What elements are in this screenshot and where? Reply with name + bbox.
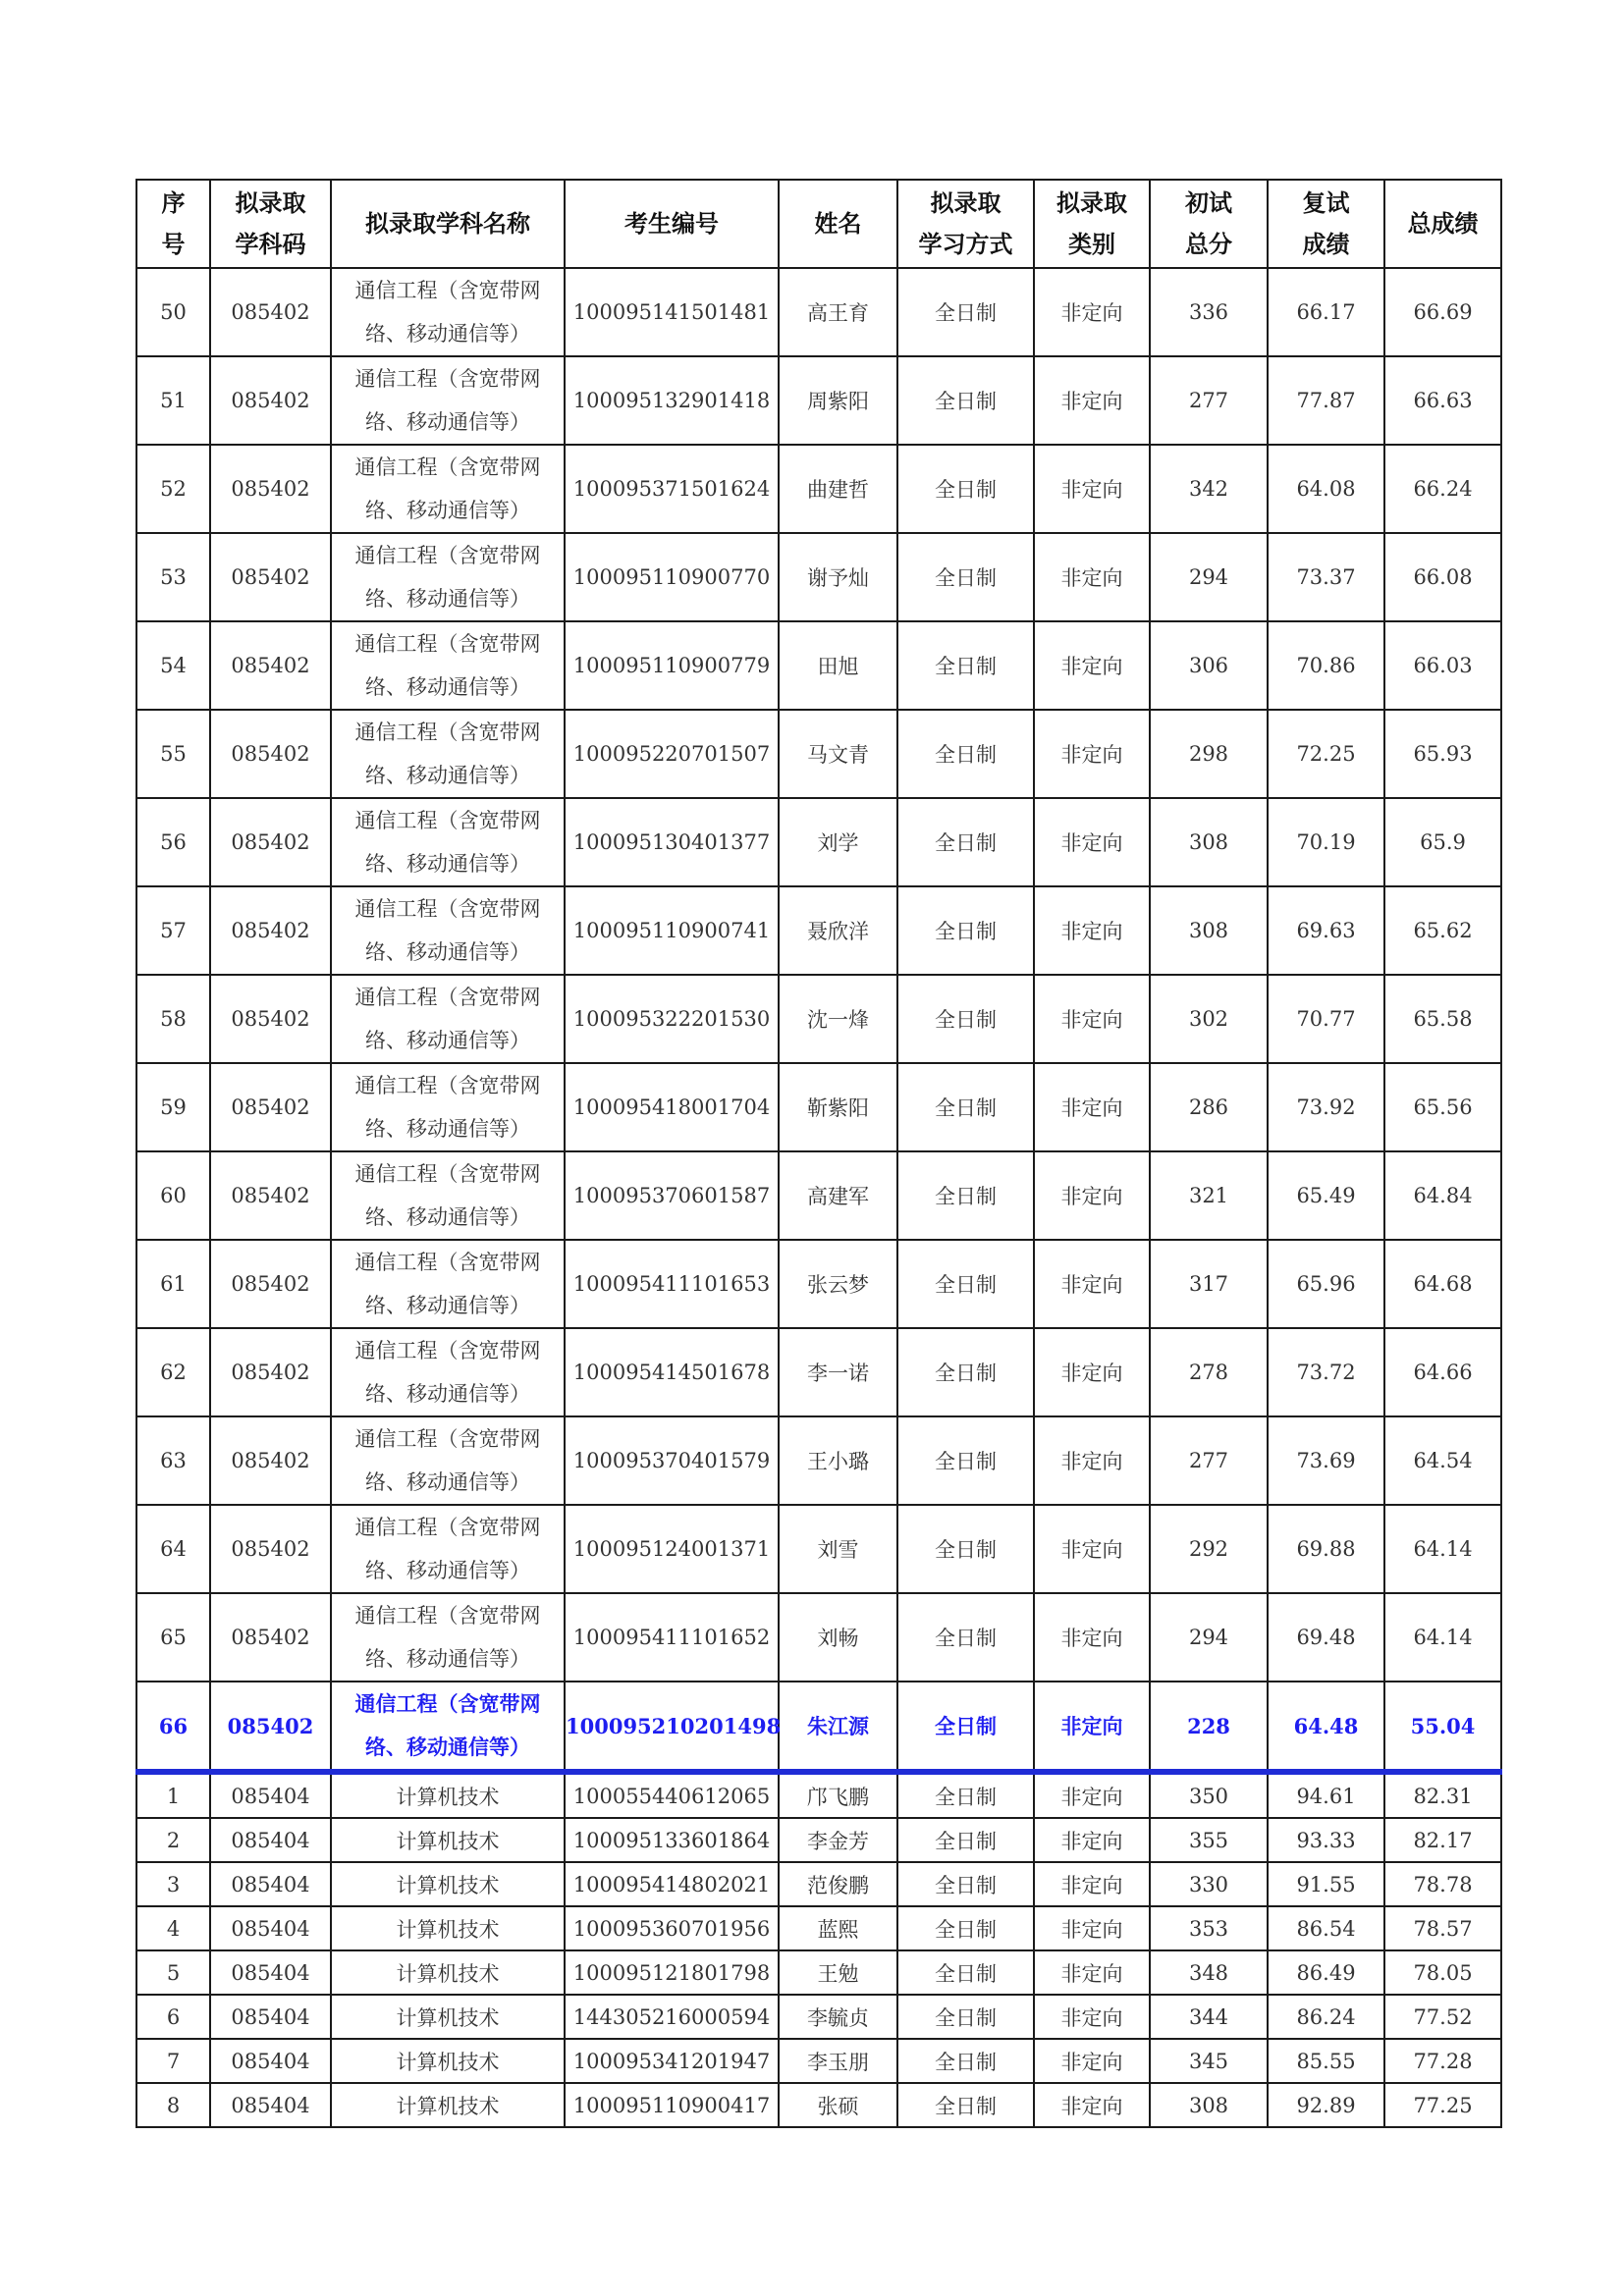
initial-score-cell: 308 bbox=[1150, 798, 1268, 886]
study-mode-cell: 全日制 bbox=[897, 1682, 1034, 1772]
name-cell: 蓝熙 bbox=[779, 1906, 897, 1950]
group-computer-technology bbox=[136, 1772, 1501, 2127]
category-cell: 非定向 bbox=[1034, 1906, 1150, 1950]
seq-cell: 60 bbox=[136, 1151, 210, 1240]
study-mode-cell: 全日制 bbox=[897, 1593, 1034, 1682]
header-row bbox=[136, 180, 1501, 268]
seq-cell: 54 bbox=[136, 621, 210, 710]
retest-score-cell: 65.96 bbox=[1268, 1240, 1384, 1328]
total-score-cell: 82.17 bbox=[1384, 1818, 1501, 1862]
candidate-id-cell: 100095322201530 bbox=[565, 975, 779, 1063]
header-initial-score: 初试 总分 bbox=[1150, 180, 1268, 268]
category-cell: 非定向 bbox=[1034, 621, 1150, 710]
study-mode-cell: 全日制 bbox=[897, 975, 1034, 1063]
initial-score-cell: 330 bbox=[1150, 1862, 1268, 1906]
retest-score-cell: 65.49 bbox=[1268, 1151, 1384, 1240]
retest-score-cell: 69.63 bbox=[1268, 886, 1384, 975]
seq-cell: 8 bbox=[136, 2083, 210, 2127]
initial-score-cell: 277 bbox=[1150, 356, 1268, 445]
subject-name-cell: 计算机技术 bbox=[331, 1818, 565, 1862]
category-cell: 非定向 bbox=[1034, 975, 1150, 1063]
subject-name-cell: 计算机技术 bbox=[331, 1862, 565, 1906]
table-row bbox=[136, 1151, 1501, 1240]
subject-code-cell: 085402 bbox=[210, 1416, 331, 1505]
seq-cell: 52 bbox=[136, 445, 210, 533]
subject-code-cell: 085402 bbox=[210, 1593, 331, 1682]
candidate-id-cell: 100055440612065 bbox=[565, 1772, 779, 1818]
total-score-cell: 65.62 bbox=[1384, 886, 1501, 975]
retest-score-cell: 64.48 bbox=[1268, 1682, 1384, 1772]
candidate-id-cell: 100095124001371 bbox=[565, 1505, 779, 1593]
name-cell: 朱江源 bbox=[779, 1682, 897, 1772]
seq-cell: 53 bbox=[136, 533, 210, 621]
name-cell: 聂欣洋 bbox=[779, 886, 897, 975]
initial-score-cell: 308 bbox=[1150, 886, 1268, 975]
name-cell: 张云梦 bbox=[779, 1240, 897, 1328]
initial-score-cell: 294 bbox=[1150, 533, 1268, 621]
category-cell: 非定向 bbox=[1034, 1063, 1150, 1151]
category-cell: 非定向 bbox=[1034, 268, 1150, 356]
initial-score-cell: 345 bbox=[1150, 2039, 1268, 2083]
candidate-id-cell: 100095121801798 bbox=[565, 1950, 779, 1995]
category-cell: 非定向 bbox=[1034, 1593, 1150, 1682]
total-score-cell: 64.14 bbox=[1384, 1505, 1501, 1593]
subject-name-cell: 通信工程（含宽带网 络、移动通信等） bbox=[331, 886, 565, 975]
initial-score-cell: 278 bbox=[1150, 1328, 1268, 1416]
subject-code-cell: 085402 bbox=[210, 445, 331, 533]
name-cell: 李一诺 bbox=[779, 1328, 897, 1416]
total-score-cell: 66.63 bbox=[1384, 356, 1501, 445]
seq-cell: 7 bbox=[136, 2039, 210, 2083]
candidate-id-cell: 144305216000594 bbox=[565, 1995, 779, 2039]
category-cell: 非定向 bbox=[1034, 886, 1150, 975]
table-row bbox=[136, 1818, 1501, 1862]
table-row bbox=[136, 710, 1501, 798]
subject-name-cell: 通信工程（含宽带网 络、移动通信等） bbox=[331, 798, 565, 886]
total-score-cell: 65.93 bbox=[1384, 710, 1501, 798]
retest-score-cell: 86.54 bbox=[1268, 1906, 1384, 1950]
seq-cell: 2 bbox=[136, 1818, 210, 1862]
seq-cell: 4 bbox=[136, 1906, 210, 1950]
name-cell: 邝飞鹏 bbox=[779, 1772, 897, 1818]
total-score-cell: 77.52 bbox=[1384, 1995, 1501, 2039]
subject-code-cell: 085402 bbox=[210, 1682, 331, 1772]
seq-cell: 51 bbox=[136, 356, 210, 445]
category-cell: 非定向 bbox=[1034, 1240, 1150, 1328]
name-cell: 范俊鹏 bbox=[779, 1862, 897, 1906]
table-row bbox=[136, 621, 1501, 710]
seq-cell: 61 bbox=[136, 1240, 210, 1328]
header-subject-name: 拟录取学科名称 bbox=[331, 180, 565, 268]
category-cell: 非定向 bbox=[1034, 798, 1150, 886]
group-highlight bbox=[136, 1682, 1501, 1772]
table-row bbox=[136, 1416, 1501, 1505]
subject-name-cell: 通信工程（含宽带网 络、移动通信等） bbox=[331, 1682, 565, 1772]
seq-cell: 5 bbox=[136, 1950, 210, 1995]
category-cell: 非定向 bbox=[1034, 1328, 1150, 1416]
retest-score-cell: 69.88 bbox=[1268, 1505, 1384, 1593]
study-mode-cell: 全日制 bbox=[897, 1328, 1034, 1416]
category-cell: 非定向 bbox=[1034, 1416, 1150, 1505]
retest-score-cell: 64.08 bbox=[1268, 445, 1384, 533]
initial-score-cell: 355 bbox=[1150, 1818, 1268, 1862]
category-cell: 非定向 bbox=[1034, 1950, 1150, 1995]
category-cell: 非定向 bbox=[1034, 1682, 1150, 1772]
name-cell: 刘畅 bbox=[779, 1593, 897, 1682]
name-cell: 田旭 bbox=[779, 621, 897, 710]
header-study-mode: 拟录取 学习方式 bbox=[897, 180, 1034, 268]
header-subject-code: 拟录取 学科码 bbox=[210, 180, 331, 268]
table-row bbox=[136, 2039, 1501, 2083]
category-cell: 非定向 bbox=[1034, 1505, 1150, 1593]
seq-cell: 59 bbox=[136, 1063, 210, 1151]
retest-score-cell: 66.17 bbox=[1268, 268, 1384, 356]
study-mode-cell: 全日制 bbox=[897, 1995, 1034, 2039]
study-mode-cell: 全日制 bbox=[897, 1818, 1034, 1862]
subject-name-cell: 通信工程（含宽带网 络、移动通信等） bbox=[331, 268, 565, 356]
name-cell: 张硕 bbox=[779, 2083, 897, 2127]
total-score-cell: 66.24 bbox=[1384, 445, 1501, 533]
header-retest-score: 复试 成绩 bbox=[1268, 180, 1384, 268]
initial-score-cell: 317 bbox=[1150, 1240, 1268, 1328]
total-score-cell: 64.68 bbox=[1384, 1240, 1501, 1328]
subject-name-cell: 通信工程（含宽带网 络、移动通信等） bbox=[331, 1240, 565, 1328]
retest-score-cell: 73.69 bbox=[1268, 1416, 1384, 1505]
category-cell: 非定向 bbox=[1034, 1151, 1150, 1240]
study-mode-cell: 全日制 bbox=[897, 1906, 1034, 1950]
retest-score-cell: 92.89 bbox=[1268, 2083, 1384, 2127]
header-seq: 序 号 bbox=[136, 180, 210, 268]
subject-code-cell: 085402 bbox=[210, 356, 331, 445]
table-row bbox=[136, 2083, 1501, 2127]
initial-score-cell: 350 bbox=[1150, 1772, 1268, 1818]
total-score-cell: 65.58 bbox=[1384, 975, 1501, 1063]
subject-code-cell: 085402 bbox=[210, 1328, 331, 1416]
candidate-id-cell: 100095110900770 bbox=[565, 533, 779, 621]
category-cell: 非定向 bbox=[1034, 710, 1150, 798]
subject-name-cell: 通信工程（含宽带网 络、移动通信等） bbox=[331, 533, 565, 621]
name-cell: 高建军 bbox=[779, 1151, 897, 1240]
study-mode-cell: 全日制 bbox=[897, 1151, 1034, 1240]
retest-score-cell: 72.25 bbox=[1268, 710, 1384, 798]
study-mode-cell: 全日制 bbox=[897, 1505, 1034, 1593]
study-mode-cell: 全日制 bbox=[897, 445, 1034, 533]
study-mode-cell: 全日制 bbox=[897, 2039, 1034, 2083]
retest-score-cell: 77.87 bbox=[1268, 356, 1384, 445]
seq-cell: 6 bbox=[136, 1995, 210, 2039]
retest-score-cell: 70.77 bbox=[1268, 975, 1384, 1063]
seq-cell: 64 bbox=[136, 1505, 210, 1593]
study-mode-cell: 全日制 bbox=[897, 798, 1034, 886]
study-mode-cell: 全日制 bbox=[897, 268, 1034, 356]
subject-code-cell: 085402 bbox=[210, 710, 331, 798]
seq-cell: 62 bbox=[136, 1328, 210, 1416]
subject-code-cell: 085402 bbox=[210, 798, 331, 886]
table-row bbox=[136, 1772, 1501, 1818]
table-row bbox=[136, 1995, 1501, 2039]
name-cell: 高王育 bbox=[779, 268, 897, 356]
retest-score-cell: 73.92 bbox=[1268, 1063, 1384, 1151]
seq-cell: 66 bbox=[136, 1682, 210, 1772]
subject-name-cell: 计算机技术 bbox=[331, 2083, 565, 2127]
seq-cell: 1 bbox=[136, 1772, 210, 1818]
total-score-cell: 65.56 bbox=[1384, 1063, 1501, 1151]
study-mode-cell: 全日制 bbox=[897, 533, 1034, 621]
candidate-id-cell: 100095370401579 bbox=[565, 1416, 779, 1505]
table-row bbox=[136, 798, 1501, 886]
table-row bbox=[136, 1862, 1501, 1906]
subject-code-cell: 085402 bbox=[210, 268, 331, 356]
subject-name-cell: 计算机技术 bbox=[331, 1995, 565, 2039]
category-cell: 非定向 bbox=[1034, 1862, 1150, 1906]
seq-cell: 63 bbox=[136, 1416, 210, 1505]
initial-score-cell: 277 bbox=[1150, 1416, 1268, 1505]
study-mode-cell: 全日制 bbox=[897, 1063, 1034, 1151]
subject-name-cell: 计算机技术 bbox=[331, 2039, 565, 2083]
candidate-id-cell: 100095414501678 bbox=[565, 1328, 779, 1416]
initial-score-cell: 344 bbox=[1150, 1995, 1268, 2039]
table-row bbox=[136, 445, 1501, 533]
name-cell: 曲建哲 bbox=[779, 445, 897, 533]
candidate-id-cell: 100095132901418 bbox=[565, 356, 779, 445]
study-mode-cell: 全日制 bbox=[897, 886, 1034, 975]
name-cell: 周紫阳 bbox=[779, 356, 897, 445]
seq-cell: 50 bbox=[136, 268, 210, 356]
name-cell: 谢予灿 bbox=[779, 533, 897, 621]
table-row bbox=[136, 268, 1501, 356]
candidate-id-cell: 100095411101652 bbox=[565, 1593, 779, 1682]
total-score-cell: 64.66 bbox=[1384, 1328, 1501, 1416]
subject-code-cell: 085404 bbox=[210, 1906, 331, 1950]
subject-code-cell: 085404 bbox=[210, 1862, 331, 1906]
name-cell: 李玉朋 bbox=[779, 2039, 897, 2083]
total-score-cell: 77.28 bbox=[1384, 2039, 1501, 2083]
subject-code-cell: 085404 bbox=[210, 2083, 331, 2127]
category-cell: 非定向 bbox=[1034, 356, 1150, 445]
candidate-id-cell: 100095210201498 bbox=[565, 1682, 779, 1772]
subject-name-cell: 通信工程（含宽带网 络、移动通信等） bbox=[331, 1063, 565, 1151]
study-mode-cell: 全日制 bbox=[897, 356, 1034, 445]
candidate-id-cell: 100095133601864 bbox=[565, 1818, 779, 1862]
candidate-id-cell: 100095130401377 bbox=[565, 798, 779, 886]
total-score-cell: 77.25 bbox=[1384, 2083, 1501, 2127]
initial-score-cell: 286 bbox=[1150, 1063, 1268, 1151]
initial-score-cell: 292 bbox=[1150, 1505, 1268, 1593]
initial-score-cell: 302 bbox=[1150, 975, 1268, 1063]
category-cell: 非定向 bbox=[1034, 1772, 1150, 1818]
seq-cell: 57 bbox=[136, 886, 210, 975]
retest-score-cell: 86.49 bbox=[1268, 1950, 1384, 1995]
name-cell: 王小璐 bbox=[779, 1416, 897, 1505]
subject-code-cell: 085402 bbox=[210, 1240, 331, 1328]
retest-score-cell: 93.33 bbox=[1268, 1818, 1384, 1862]
table-row bbox=[136, 1950, 1501, 1995]
initial-score-cell: 353 bbox=[1150, 1906, 1268, 1950]
subject-code-cell: 085402 bbox=[210, 1151, 331, 1240]
subject-name-cell: 计算机技术 bbox=[331, 1772, 565, 1818]
subject-name-cell: 通信工程（含宽带网 络、移动通信等） bbox=[331, 1151, 565, 1240]
category-cell: 非定向 bbox=[1034, 445, 1150, 533]
name-cell: 李金芳 bbox=[779, 1818, 897, 1862]
table-row bbox=[136, 886, 1501, 975]
initial-score-cell: 342 bbox=[1150, 445, 1268, 533]
name-cell: 李毓贞 bbox=[779, 1995, 897, 2039]
total-score-cell: 78.05 bbox=[1384, 1950, 1501, 1995]
subject-code-cell: 085402 bbox=[210, 1063, 331, 1151]
group-communication-engineering bbox=[136, 268, 1501, 1682]
subject-name-cell: 通信工程（含宽带网 络、移动通信等） bbox=[331, 1416, 565, 1505]
study-mode-cell: 全日制 bbox=[897, 1416, 1034, 1505]
candidate-id-cell: 100095141501481 bbox=[565, 268, 779, 356]
candidate-id-cell: 100095360701956 bbox=[565, 1906, 779, 1950]
candidate-id-cell: 100095370601587 bbox=[565, 1151, 779, 1240]
candidate-id-cell: 100095110900417 bbox=[565, 2083, 779, 2127]
seq-cell: 55 bbox=[136, 710, 210, 798]
header-total-score: 总成绩 bbox=[1384, 180, 1501, 268]
study-mode-cell: 全日制 bbox=[897, 1862, 1034, 1906]
seq-cell: 65 bbox=[136, 1593, 210, 1682]
subject-code-cell: 085404 bbox=[210, 1950, 331, 1995]
retest-score-cell: 73.37 bbox=[1268, 533, 1384, 621]
total-score-cell: 64.54 bbox=[1384, 1416, 1501, 1505]
subject-code-cell: 085402 bbox=[210, 533, 331, 621]
seq-cell: 56 bbox=[136, 798, 210, 886]
table-row bbox=[136, 1063, 1501, 1151]
name-cell: 刘雪 bbox=[779, 1505, 897, 1593]
candidate-id-cell: 100095341201947 bbox=[565, 2039, 779, 2083]
retest-score-cell: 86.24 bbox=[1268, 1995, 1384, 2039]
subject-name-cell: 通信工程（含宽带网 络、移动通信等） bbox=[331, 356, 565, 445]
total-score-cell: 66.03 bbox=[1384, 621, 1501, 710]
name-cell: 刘学 bbox=[779, 798, 897, 886]
initial-score-cell: 298 bbox=[1150, 710, 1268, 798]
study-mode-cell: 全日制 bbox=[897, 1950, 1034, 1995]
retest-score-cell: 85.55 bbox=[1268, 2039, 1384, 2083]
candidate-id-cell: 100095414802021 bbox=[565, 1862, 779, 1906]
total-score-cell: 78.57 bbox=[1384, 1906, 1501, 1950]
total-score-cell: 66.08 bbox=[1384, 533, 1501, 621]
initial-score-cell: 348 bbox=[1150, 1950, 1268, 1995]
subject-name-cell: 通信工程（含宽带网 络、移动通信等） bbox=[331, 1505, 565, 1593]
subject-name-cell: 通信工程（含宽带网 络、移动通信等） bbox=[331, 445, 565, 533]
subject-name-cell: 通信工程（含宽带网 络、移动通信等） bbox=[331, 710, 565, 798]
retest-score-cell: 69.48 bbox=[1268, 1593, 1384, 1682]
total-score-cell: 64.84 bbox=[1384, 1151, 1501, 1240]
subject-code-cell: 085404 bbox=[210, 2039, 331, 2083]
name-cell: 王勉 bbox=[779, 1950, 897, 1995]
candidate-id-cell: 100095110900779 bbox=[565, 621, 779, 710]
admission-table bbox=[135, 179, 1502, 2128]
table-row bbox=[136, 975, 1501, 1063]
total-score-cell: 78.78 bbox=[1384, 1862, 1501, 1906]
candidate-id-cell: 100095411101653 bbox=[565, 1240, 779, 1328]
study-mode-cell: 全日制 bbox=[897, 710, 1034, 798]
category-cell: 非定向 bbox=[1034, 1995, 1150, 2039]
category-cell: 非定向 bbox=[1034, 1818, 1150, 1862]
candidate-id-cell: 100095418001704 bbox=[565, 1063, 779, 1151]
highlight-row bbox=[136, 1682, 1501, 1772]
retest-score-cell: 70.86 bbox=[1268, 621, 1384, 710]
study-mode-cell: 全日制 bbox=[897, 1240, 1034, 1328]
table-row bbox=[136, 1505, 1501, 1593]
initial-score-cell: 336 bbox=[1150, 268, 1268, 356]
table-row bbox=[136, 1240, 1501, 1328]
total-score-cell: 66.69 bbox=[1384, 268, 1501, 356]
retest-score-cell: 94.61 bbox=[1268, 1772, 1384, 1818]
table-row bbox=[136, 356, 1501, 445]
retest-score-cell: 91.55 bbox=[1268, 1862, 1384, 1906]
table-row bbox=[136, 533, 1501, 621]
subject-code-cell: 085402 bbox=[210, 975, 331, 1063]
total-score-cell: 55.04 bbox=[1384, 1682, 1501, 1772]
candidate-id-cell: 100095371501624 bbox=[565, 445, 779, 533]
initial-score-cell: 294 bbox=[1150, 1593, 1268, 1682]
initial-score-cell: 306 bbox=[1150, 621, 1268, 710]
initial-score-cell: 228 bbox=[1150, 1682, 1268, 1772]
subject-name-cell: 通信工程（含宽带网 络、移动通信等） bbox=[331, 975, 565, 1063]
study-mode-cell: 全日制 bbox=[897, 621, 1034, 710]
subject-code-cell: 085402 bbox=[210, 886, 331, 975]
candidate-id-cell: 100095110900741 bbox=[565, 886, 779, 975]
category-cell: 非定向 bbox=[1034, 2039, 1150, 2083]
table-row bbox=[136, 1593, 1501, 1682]
subject-name-cell: 通信工程（含宽带网 络、移动通信等） bbox=[331, 1593, 565, 1682]
subject-code-cell: 085402 bbox=[210, 621, 331, 710]
subject-name-cell: 计算机技术 bbox=[331, 1906, 565, 1950]
retest-score-cell: 70.19 bbox=[1268, 798, 1384, 886]
table-row bbox=[136, 1906, 1501, 1950]
name-cell: 马文青 bbox=[779, 710, 897, 798]
header-candidate-id: 考生编号 bbox=[565, 180, 779, 268]
subject-name-cell: 计算机技术 bbox=[331, 1950, 565, 1995]
category-cell: 非定向 bbox=[1034, 2083, 1150, 2127]
total-score-cell: 65.9 bbox=[1384, 798, 1501, 886]
study-mode-cell: 全日制 bbox=[897, 1772, 1034, 1818]
name-cell: 靳紫阳 bbox=[779, 1063, 897, 1151]
subject-code-cell: 085404 bbox=[210, 1995, 331, 2039]
initial-score-cell: 321 bbox=[1150, 1151, 1268, 1240]
header-category: 拟录取 类别 bbox=[1034, 180, 1150, 268]
total-score-cell: 64.14 bbox=[1384, 1593, 1501, 1682]
subject-name-cell: 通信工程（含宽带网 络、移动通信等） bbox=[331, 621, 565, 710]
candidate-id-cell: 100095220701507 bbox=[565, 710, 779, 798]
subject-code-cell: 085404 bbox=[210, 1772, 331, 1818]
seq-cell: 58 bbox=[136, 975, 210, 1063]
header-name: 姓名 bbox=[779, 180, 897, 268]
category-cell: 非定向 bbox=[1034, 533, 1150, 621]
table-row bbox=[136, 1328, 1501, 1416]
seq-cell: 3 bbox=[136, 1862, 210, 1906]
retest-score-cell: 73.72 bbox=[1268, 1328, 1384, 1416]
subject-code-cell: 085404 bbox=[210, 1818, 331, 1862]
initial-score-cell: 308 bbox=[1150, 2083, 1268, 2127]
study-mode-cell: 全日制 bbox=[897, 2083, 1034, 2127]
name-cell: 沈一烽 bbox=[779, 975, 897, 1063]
subject-name-cell: 通信工程（含宽带网 络、移动通信等） bbox=[331, 1328, 565, 1416]
total-score-cell: 82.31 bbox=[1384, 1772, 1501, 1818]
subject-code-cell: 085402 bbox=[210, 1505, 331, 1593]
